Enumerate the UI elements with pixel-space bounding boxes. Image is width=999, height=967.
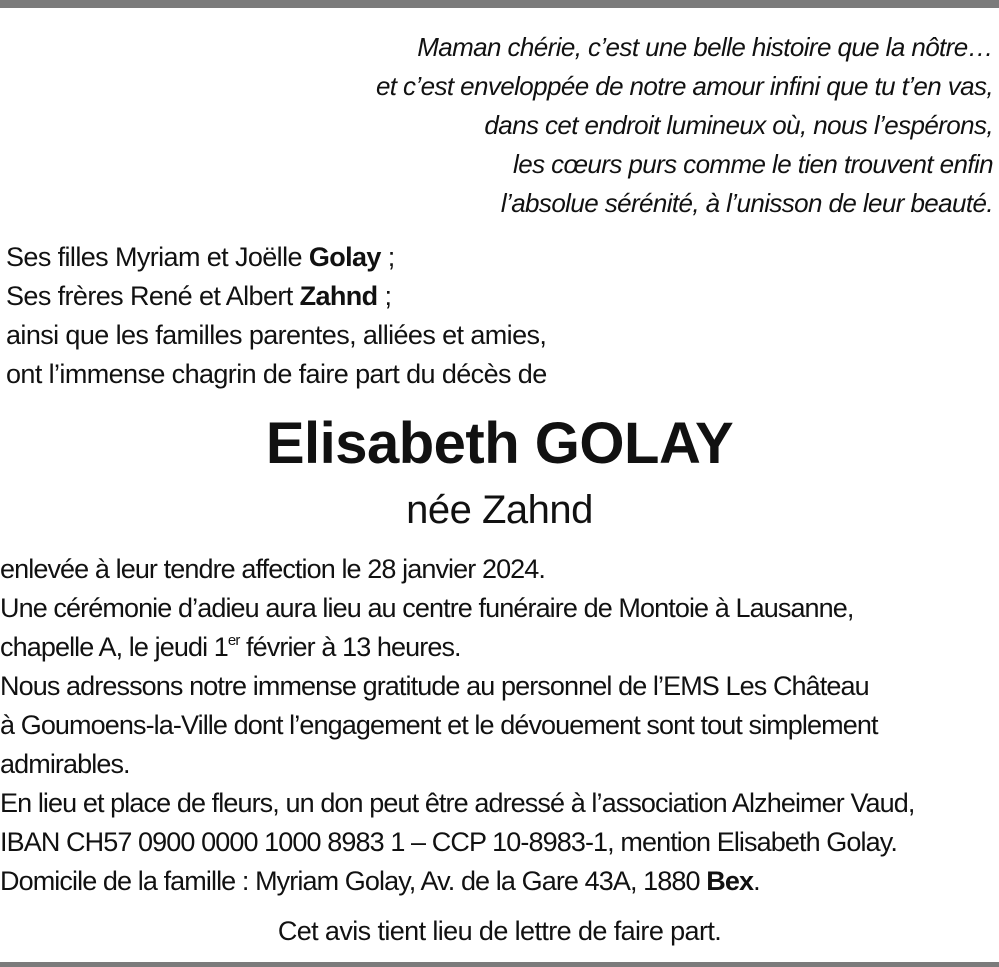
- deceased-name: Elisabeth GOLAY: [265, 411, 734, 476]
- body-line: En lieu et place de fleurs, un don peut être adressé à l’association Alzheimer Vaud,: [0, 788, 915, 818]
- ordinal-suffix: er: [227, 632, 240, 649]
- family-line-daughters: [6, 238, 547, 277]
- body-line: à Goumoens-la-Ville dont l’engagement et le dévouement sont tout simplement: [0, 710, 878, 740]
- body-text: Domicile de la famille : Myriam Golay, Av. de la Gare 43A, 1880: [0, 866, 707, 896]
- top-rule: [0, 0, 999, 8]
- body-text: chapelle A, le jeudi 1: [0, 632, 228, 662]
- notice-body: [0, 550, 999, 901]
- closing-line: Cet avis tient lieu de lettre de faire part.: [277, 916, 722, 946]
- body-text: février à 13 heures.: [239, 632, 461, 662]
- body-line: [0, 628, 999, 667]
- poem-line: les cœurs purs comme le tien trouvent enfin: [513, 149, 993, 179]
- poem-line: et c’est enveloppée de notre amour infini que tu t’en vas,: [375, 71, 993, 101]
- poem-line: dans cet endroit lumineux où, nous l’espérons,: [484, 110, 993, 140]
- family-surname: Golay: [308, 242, 381, 272]
- body-line: admirables.: [0, 749, 130, 779]
- family-line-announce: ont l’immense chagrin de faire part du décès de: [6, 359, 547, 389]
- family-line-brothers: [6, 277, 547, 316]
- body-line: IBAN CH57 0900 0000 1000 8983 1 – CCP 10-8983-1, mention Elisabeth Golay.: [0, 827, 897, 857]
- body-punct: .: [753, 866, 760, 896]
- body-bold-city: Bex: [706, 866, 754, 896]
- family-line-relatives: ainsi que les familles parentes, alliées et amies,: [6, 320, 547, 350]
- family-punct: ;: [377, 281, 392, 311]
- bottom-rule: [0, 962, 999, 967]
- body-line: Nous adressons notre immense gratitude au personnel de l’EMS Les Château: [0, 671, 869, 701]
- family-surname: Zahnd: [299, 281, 378, 311]
- poem-line: Maman chérie, c’est une belle histoire que la nôtre…: [417, 32, 993, 62]
- poem: [376, 28, 993, 223]
- poem-line: l’absolue sérénité, à l’unisson de leur beauté.: [500, 188, 993, 218]
- body-line: Une cérémonie d’adieu aura lieu au centre funéraire de Montoie à Lausanne,: [0, 593, 854, 623]
- body-line: [0, 862, 999, 901]
- family-punct: ;: [380, 242, 395, 272]
- family-announcement: [6, 238, 547, 394]
- family-text: Ses filles Myriam et Joëlle: [6, 242, 309, 272]
- deceased-maiden-name: née Zahnd: [406, 488, 593, 532]
- body-line: enlevée à leur tendre affection le 28 janvier 2024.: [0, 554, 546, 584]
- family-text: Ses frères René et Albert: [6, 281, 300, 311]
